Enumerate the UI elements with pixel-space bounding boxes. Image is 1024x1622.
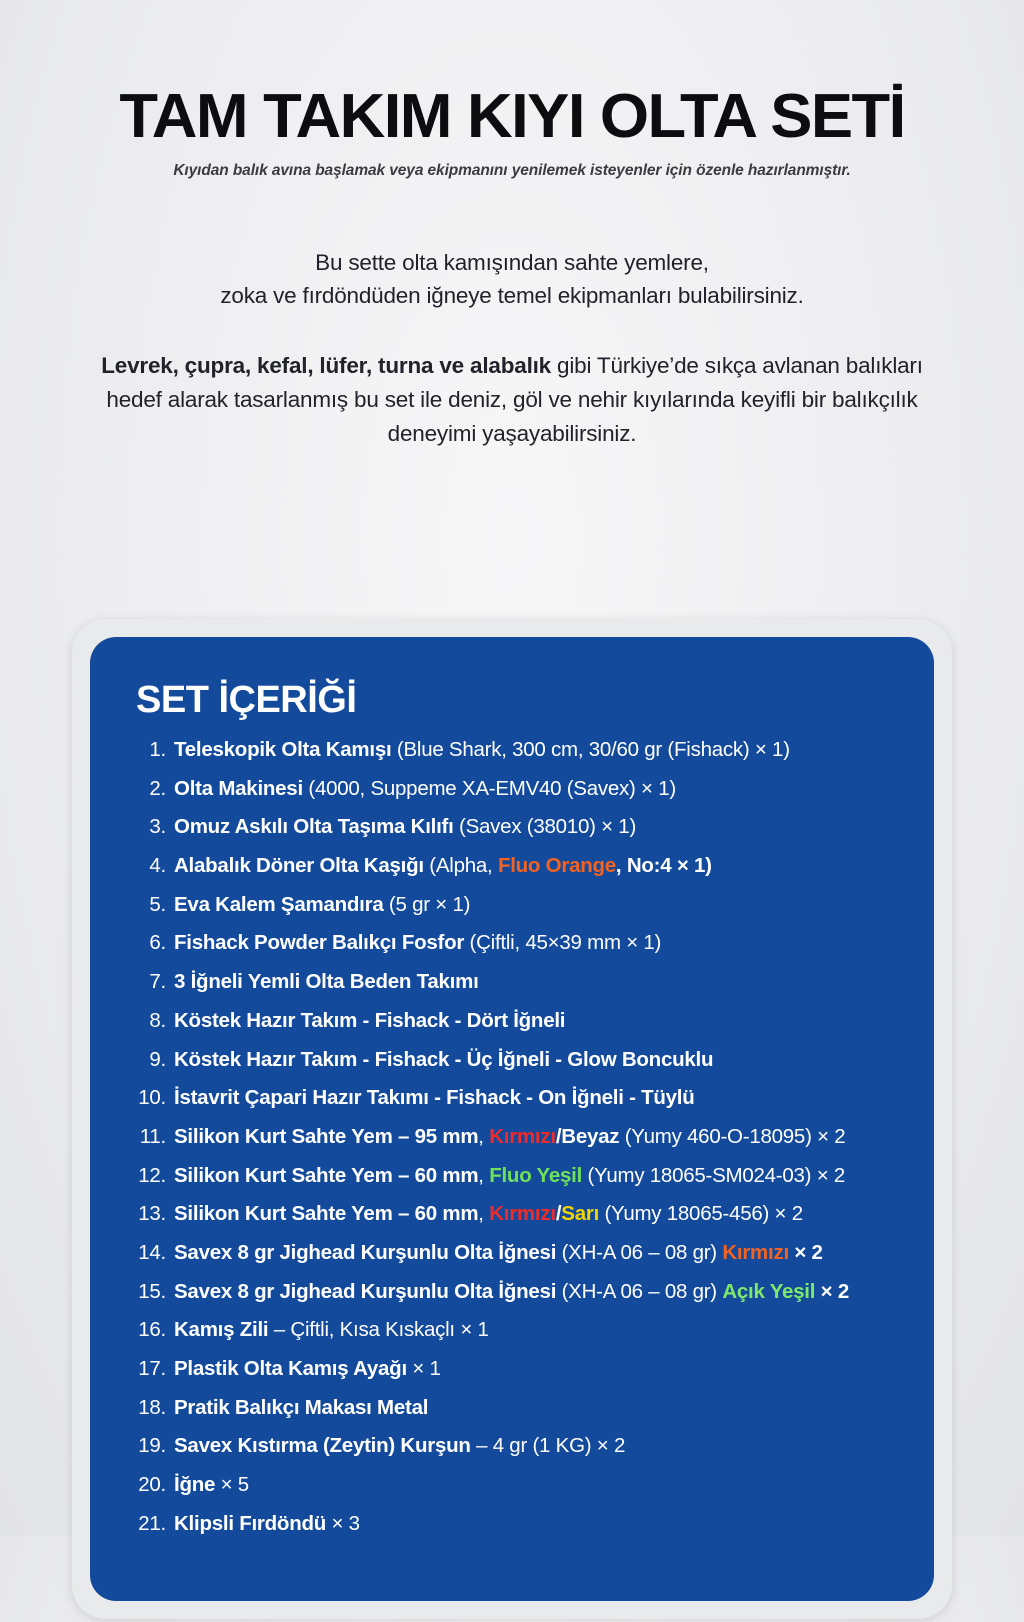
list-item <box>120 740 904 761</box>
intro-line-1: Bu sette olta kamışından sahte yemlere, <box>315 250 709 275</box>
intro2-rest-1: gibi Türkiye’de sıkça avlanan <box>550 352 840 378</box>
list-item-detail-3: (Yumy 18065-456) × 2 <box>599 1202 803 1226</box>
list-item-name: Savex 8 gr Jighead Kurşunlu Olta İğnesi <box>174 1279 557 1303</box>
list-item-detail: × 3 <box>326 1511 360 1535</box>
list-item-name: Kamış Zili <box>174 1318 269 1342</box>
list-item <box>120 972 904 993</box>
list-item-detail: × 5 <box>215 1473 249 1497</box>
list-item <box>120 1436 904 1457</box>
list-item-name: Silikon Kurt Sahte Yem – 60 mm <box>174 1163 479 1187</box>
list-item-name: İstavrit Çapari Hazır Takımı - Fishack - On İğneli - Tüylü <box>174 1086 695 1110</box>
intro-line-2: zoka ve fırdöndüden iğneye temel ekipmanları bulabilirsiniz. <box>220 283 804 309</box>
list-item-detail: – Çiftli, Kısa Kıskaçlı × 1 <box>268 1318 489 1342</box>
list-item <box>120 1088 904 1109</box>
list-item <box>120 776 904 800</box>
intro2-line-3: keyifli bir balıkçılık deneyimi yaşayabilirsiniz. <box>387 386 918 446</box>
list-item-color-label: Fluo Yeşil <box>489 1163 583 1187</box>
intro2-line-2: balıkları hedef alarak tasarlanmış bu set ile deniz, göl ve nehir kıyılarında <box>106 352 923 412</box>
set-contents-list <box>120 740 904 1534</box>
list-item-name: Silikon Kurt Sahte Yem – 60 mm <box>174 1202 479 1226</box>
list-item <box>120 892 904 916</box>
list-item-name: Teleskopik Olta Kamışı <box>174 738 392 761</box>
list-item-detail: (XH-A 06 – 08 gr) <box>556 1279 723 1303</box>
list-item <box>120 1395 904 1419</box>
list-item-name: Savex 8 gr Jighead Kurşunlu Olta İğnesi <box>174 1240 557 1264</box>
list-item-detail: (XH-A 06 – 08 gr) <box>556 1240 723 1264</box>
list-item-detail-2: /Beyaz <box>555 1124 620 1148</box>
list-item-name: Fishack Powder Balıkçı Fosfor <box>174 931 465 955</box>
list-item-name: Alabalık Döner Olta Kaşığı <box>174 854 424 878</box>
set-contents-card <box>90 637 934 1601</box>
list-item-detail-3: (Yumy 18065-SM024-03) × 2 <box>582 1163 846 1187</box>
list-item <box>120 856 904 877</box>
list-item-name: 3 İğneli Yemli Olta Beden Takımı <box>174 970 479 994</box>
list-item-detail: (5 gr × 1) <box>383 892 471 916</box>
list-item-detail: , <box>478 1124 490 1148</box>
list-item-name: Eva Kalem Şamandıra <box>174 892 384 916</box>
list-item-color-label-2: Sarı <box>561 1202 600 1226</box>
list-item <box>120 1008 904 1032</box>
list-item-detail: , <box>478 1202 490 1226</box>
list-item-detail: , <box>478 1163 490 1187</box>
list-item-color-label: Fluo Orange <box>497 854 616 878</box>
list-item <box>120 1475 904 1496</box>
list-item <box>120 1511 904 1535</box>
list-item-detail: (4000, Suppeme XA-EMV40 (Savex) × 1) <box>302 776 676 800</box>
list-item-detail-3: (Yumy 460-O-18095) × 2 <box>619 1124 846 1148</box>
list-item <box>120 1279 904 1303</box>
page-title: TAM TAKIM KIYI OLTA SETİ <box>119 82 905 151</box>
list-item-detail-2: × 2 <box>815 1279 849 1303</box>
intro-paragraph-2 <box>28 349 996 452</box>
list-item <box>120 1240 904 1264</box>
list-item-color-label: Kırmızı <box>489 1124 556 1148</box>
list-item-detail: (Alpha, <box>423 854 498 878</box>
intro2-fish-species: Levrek, çupra, kefal, lüfer, turna ve alabalık <box>101 352 551 378</box>
list-item <box>120 1204 904 1225</box>
list-item-name: Olta Makinesi <box>174 776 303 800</box>
list-item-name: Klipsli Fırdöndü <box>174 1511 327 1535</box>
list-item <box>120 933 904 954</box>
list-item <box>120 1047 904 1071</box>
list-item-name: Omuz Askılı Olta Taşıma Kılıfı <box>174 815 454 839</box>
list-item-name: İğne <box>174 1473 216 1497</box>
intro-paragraph <box>28 246 996 313</box>
list-item-detail: (Çiftli, 45×39 mm × 1) <box>464 931 662 955</box>
list-item-name: Silikon Kurt Sahte Yem – 95 mm <box>174 1124 479 1148</box>
list-item-detail-2: , No:4 × 1) <box>615 854 712 878</box>
list-item-name: Köstek Hazır Takım - Fishack - Dört İğneli <box>174 1008 566 1032</box>
list-item-color-label: Kırmızı <box>489 1202 556 1226</box>
list-item-color-label: Açık Yeşil <box>722 1279 816 1303</box>
list-item-detail: × 1 <box>406 1357 441 1380</box>
list-item <box>120 1163 904 1187</box>
set-contents-card-frame <box>72 619 952 1619</box>
list-item-detail: (Blue Shark, 300 cm, 30/60 gr (Fishack) × 1) <box>391 738 790 761</box>
list-item-color-label: Kırmızı <box>722 1240 789 1264</box>
page-subtitle: Kıyıdan balık avına başlamak veya ekipmanını yenilemek isteyenler için özenle hazırlanmıştır. <box>173 162 851 179</box>
list-item-name: Savex Kıstırma (Zeytin) Kurşun <box>174 1434 471 1458</box>
product-description-page <box>0 82 1024 1622</box>
list-item-detail-2: × 2 <box>788 1240 823 1264</box>
list-item-detail-2: / <box>555 1202 562 1226</box>
set-contents-title: SET İÇERİĞİ <box>136 679 357 721</box>
list-item <box>120 817 904 838</box>
list-item-name: Köstek Hazır Takım - Fishack - Üç İğneli - Glow Boncuklu <box>174 1047 714 1071</box>
list-item <box>120 1124 904 1148</box>
list-item <box>120 1359 904 1380</box>
list-item-name: Plastik Olta Kamış Ayağı <box>174 1357 407 1380</box>
list-item-name: Pratik Balıkçı Makası Metal <box>174 1395 429 1419</box>
list-item-detail: (Savex (38010) × 1) <box>453 815 637 839</box>
list-item <box>120 1320 904 1341</box>
list-item-detail: – 4 gr (1 KG) × 2 <box>470 1434 626 1458</box>
